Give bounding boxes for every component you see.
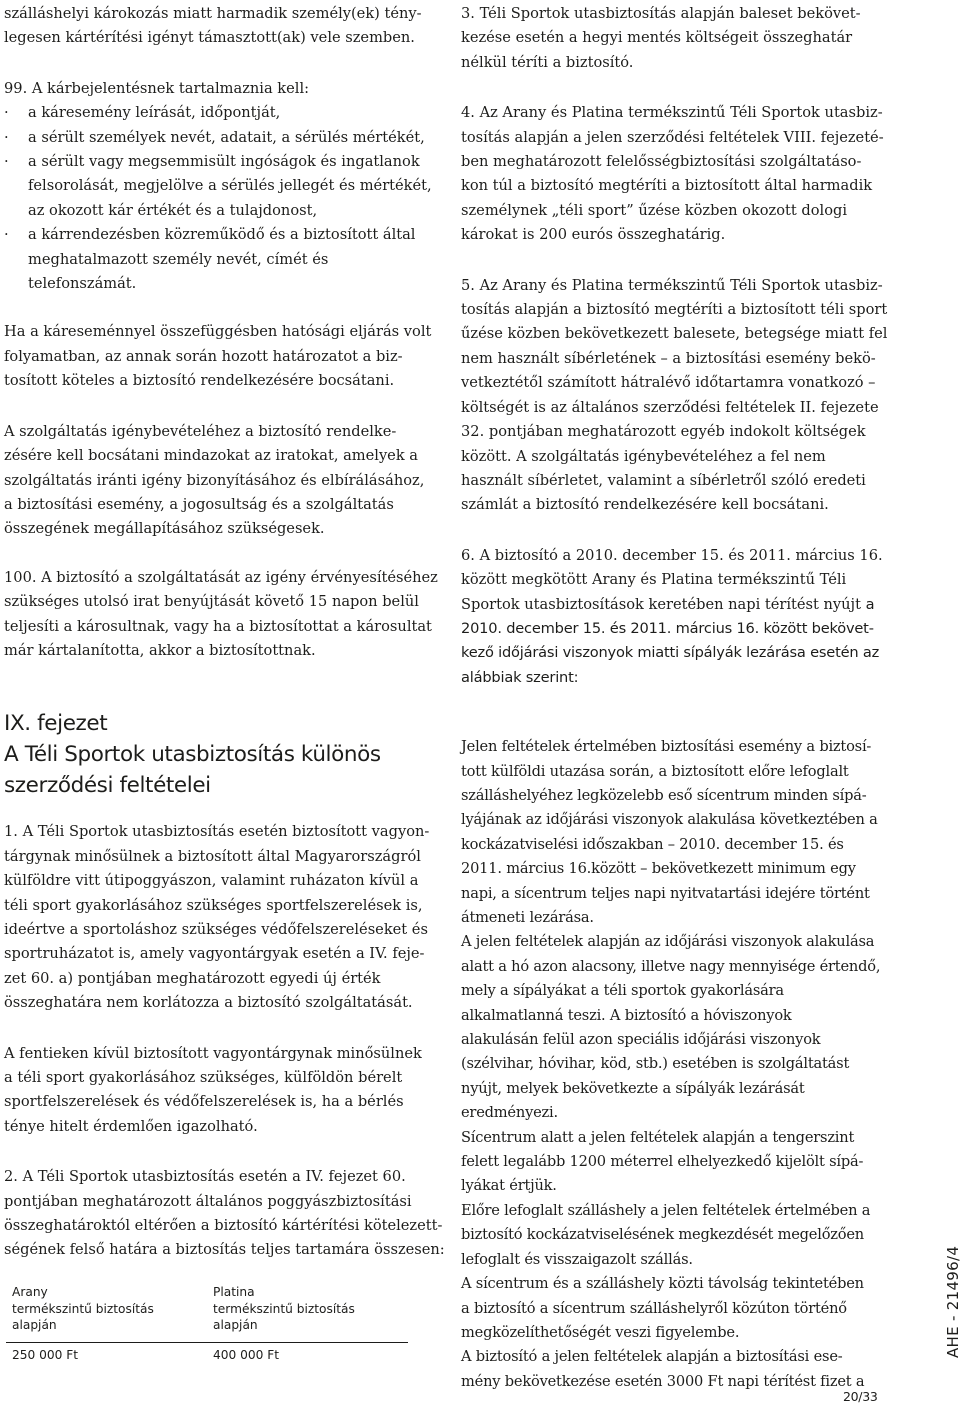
text-line: A Téli Sportok utasbiztosítás különös xyxy=(4,742,381,768)
text-line: összegének megállapításához szükségesek. xyxy=(4,520,325,538)
list-item-text: az okozott kár értékét és a tulajdonost, xyxy=(28,201,318,219)
text-line: személynek „téli sport” űzése közben okozott dologi xyxy=(461,201,847,219)
text-line: mely a sípályákat a téli sportok gyakorlására xyxy=(461,982,784,1000)
text-line: ben meghatározott felelősségbiztosítási szolgáltatáso- xyxy=(461,153,862,171)
text-line: alábbiak szerint: xyxy=(461,668,579,686)
section-4-paragraph xyxy=(461,101,889,247)
text-line: téli sport gyakorlásához szükséges sportfelszerelések is, xyxy=(4,896,423,914)
text-line: Ha a káreseménnyel összefüggésben hatósági eljárás volt xyxy=(4,323,432,341)
text-line: lyákat értjük. xyxy=(461,1177,557,1195)
text-line: sportfelszerelések és védőfelszerelések is, ha a bérlés xyxy=(4,1093,404,1111)
text-line: nyújt, melyek bekövetkezte a sípályák lezárását xyxy=(461,1079,805,1097)
text-line: ségének felső határa a biztosítás teljes tartamára összesen: xyxy=(4,1241,445,1259)
section-2-paragraph xyxy=(4,1165,445,1263)
text-line: Sícentrum alatt a jelen feltételek alapján a tengerszint xyxy=(461,1128,855,1146)
text-line: költségét is az általános szerződési feltételek II. fejezete xyxy=(461,398,879,416)
text-line: már kártalanította, akkor a biztosítottnak. xyxy=(4,641,316,659)
text-line: között megkötött Arany és Platina termékszintű Téli xyxy=(461,571,847,589)
bullet-icon: · xyxy=(4,128,9,146)
text-line: szálláshelyéhez legközelebb eső sícentrum minden sípá- xyxy=(461,786,867,804)
text-line: 3. Téli Sportok utasbiztosítás alapján baleset bekövet- xyxy=(461,5,861,22)
bullet-icon: · xyxy=(4,226,9,244)
text-line: zésére kell bocsátani mindazokat az iratokat, amelyek a xyxy=(4,447,419,465)
limits-table-header-platina: Platina termékszintű biztosítás alapján xyxy=(207,1278,408,1342)
text-line: lyájának az időjárási viszonyok alakulása következtében a xyxy=(461,811,878,829)
paragraph-hatosagi xyxy=(4,320,434,393)
text-line: alkalmatlanná teszi. A biztosító a hóviszonyok xyxy=(461,1006,792,1024)
limits-table-value-platina: 400 000 Ft xyxy=(213,1347,280,1362)
section-99-list xyxy=(4,101,434,296)
list-item xyxy=(4,126,434,150)
text-line: ideértve a sportoláshoz szükséges védőfelszereléseket és xyxy=(4,920,428,938)
text-line: külföldre vitt útipoggyászon, valamint ruházaton kívül a xyxy=(4,872,419,890)
text-line: eredményezi. xyxy=(461,1104,558,1122)
text-line: A jelen feltételek alapján az időjárási viszonyok alakulása xyxy=(461,933,875,951)
right-column xyxy=(461,0,889,1394)
text-line: a biztosítási esemény, a jogosultság és a szolgáltatás xyxy=(4,495,394,513)
text-line: tárgynak minősülnek a biztosított által Magyarországról xyxy=(4,847,421,865)
text-line: A sícentrum és a szálláshely közti távolság tekintetében xyxy=(461,1275,864,1293)
text-line: tosított köteles a biztosító rendelkezésére bocsátani. xyxy=(4,372,395,390)
text-line: 2. A Téli Sportok utasbiztosítás esetén a IV. fejezet 60. xyxy=(4,1168,406,1186)
list-item-text: a sérült személyek nevét, adatait, a sérülés mértékét, xyxy=(28,128,425,146)
document-code: AHE - 21496/4 xyxy=(944,1245,962,1358)
text-line: napi, a sícentrum teljes napi nyitvatartási idejére történt xyxy=(461,884,870,902)
text-line: 32. pontjában meghatározott egyéb indokolt költségek xyxy=(461,423,866,441)
text-line: Előre lefoglalt szálláshely a jelen feltételek értelmében a xyxy=(461,1201,871,1219)
text-line: (szélvihar, hóvihar, köd, stb.) esetében is szolgáltatást xyxy=(461,1055,850,1073)
list-item-text: telefonszámát. xyxy=(28,275,137,293)
text-line: A szolgáltatás igénybevételéhez a biztosító rendelke- xyxy=(4,422,397,440)
limits-table-header-arany: Arany termékszintű biztosítás alapján xyxy=(6,1278,207,1342)
section-100-paragraph xyxy=(4,566,438,664)
text-line: szálláshelyi károkozás miatt harmadik személy(ek) tény- xyxy=(4,5,422,22)
text-line: 2011. március 16.között – bekövetkezett minimum egy xyxy=(461,860,856,878)
text-line: lefoglalt és visszaigazolt szállás. xyxy=(461,1250,693,1268)
text-line: alatt a hó azon alacsony, illetve nagy mennyisége értendő, xyxy=(461,957,881,975)
text-line: tosítás alapján a jelen szerződési feltételek VIII. fejezeté- xyxy=(461,128,884,146)
text-line: megközelíthetőségét veszi figyelembe. xyxy=(461,1323,740,1341)
list-item-text: a sérült vagy megsemmisült ingóságok és ingatlanok xyxy=(28,153,420,171)
text-line: kon túl a biztosító megtéríti a biztosított által harmadik xyxy=(461,177,873,195)
text-line: sportruházatot is, amely vagyontárgyak esetén a IV. feje- xyxy=(4,945,425,963)
text-line: 100. A biztosító a szolgáltatását az igény érvényesítéséhez xyxy=(4,568,438,586)
text-line: kező időjárási viszonyok miatti sípályák lezárása esetén az xyxy=(461,644,880,662)
list-item xyxy=(4,199,434,223)
bullet-icon: · xyxy=(4,153,9,171)
list-item xyxy=(4,223,434,247)
paragraph-szolgaltatas xyxy=(4,420,434,542)
text-line: A biztosító a jelen feltételek alapján a biztosítási ese- xyxy=(461,1348,843,1366)
text-line: 5. Az Arany és Platina termékszintű Téli Sportok utasbiz- xyxy=(461,276,883,294)
section-5-paragraph xyxy=(461,274,889,518)
list-item-text: a káresemény leírását, időpontját, xyxy=(28,104,281,122)
page-number: 20/33 xyxy=(843,1389,878,1404)
text-line: a téli sport gyakorlásához szükséges, külföldön bérelt xyxy=(4,1069,403,1086)
list-item xyxy=(4,248,434,272)
section-3-paragraph xyxy=(461,2,889,75)
paragraph-fentieken xyxy=(4,1042,434,1140)
text-line: IX. fejezet xyxy=(4,711,108,737)
text-line: teljesíti a károsultnak, vagy ha a biztosítottat a károsultat xyxy=(4,617,432,635)
text-line: felett legalább 1200 méterrel elhelyezkedő kijelölt sípá- xyxy=(461,1153,864,1171)
text-line: szolgáltatás iránti igény bizonyításához és elbírálásához, xyxy=(4,471,425,489)
chapter-heading xyxy=(4,708,434,801)
text-line: alakulásán felül azon speciális időjárási viszonyok xyxy=(461,1031,821,1049)
text-line: tosítás alapján a biztosító megtéríti a biztosított téli sport xyxy=(461,301,888,319)
limits-table-value-row xyxy=(6,1342,408,1369)
list-item xyxy=(4,174,434,198)
section-1-paragraph xyxy=(4,820,434,1015)
text-line: 4. Az Arany és Platina termékszintű Téli Sportok utasbiz- xyxy=(461,104,883,122)
text-line: tott külföldi utazása során, a biztosított előre lefoglalt xyxy=(461,762,849,780)
text-line: A fentieken kívül biztosított vagyontárgynak minősülnek xyxy=(4,1044,422,1062)
text-line: kockázatviselési időszakban – 2010. december 15. és xyxy=(461,835,844,853)
text-line: között. A szolgáltatás igénybevételéhez a fel nem xyxy=(461,447,826,465)
list-item-text: a kárrendezésben közreműködő és a biztosított által xyxy=(28,226,416,244)
section-99-title: 99. A kárbejelentésnek tartalmaznia kell: xyxy=(4,79,310,97)
text-line: biztosító kockázatviselésének megkezdését megelőzően xyxy=(461,1226,864,1244)
text-line: számlát a biztosító rendelkezésére kell bocsátani. xyxy=(461,496,829,514)
text-line: a biztosító a sícentrum szálláshelyről közúton történő xyxy=(461,1299,847,1317)
text-line: összeghatára nem korlátozza a biztosító szolgáltatását. xyxy=(4,994,413,1012)
limits-table-value-arany: 250 000 Ft xyxy=(12,1347,79,1362)
paragraph-jelen-feltetelek xyxy=(461,735,889,1394)
text-line: mény bekövetkezése esetén 3000 Ft napi térítést fizet a xyxy=(461,1372,865,1390)
list-item-text: meghatalmazott személy nevét, címét és xyxy=(28,250,329,268)
text-line: nem használt síbérletének – a biztosítási esemény bekö- xyxy=(461,349,876,367)
text-line: összeghatároktól eltérően a biztosító kártérítési kötelezett- xyxy=(4,1217,443,1235)
text-line: használt síbérletet, valamint a síbérletről szóló eredeti xyxy=(461,471,866,489)
text-line: szükséges utolsó irat benyújtását követő 15 napon belül xyxy=(4,593,419,611)
limits-table xyxy=(6,1278,408,1369)
text-line: ténye hitelt érdemlően igazolható. xyxy=(4,1117,258,1135)
list-item xyxy=(4,272,434,296)
text-line: Jelen feltételek értelmében biztosítási esemény a biztosí- xyxy=(461,738,872,756)
limits-table-header-row xyxy=(6,1278,408,1342)
text-line: nélkül téríti a biztosító. xyxy=(461,53,634,71)
list-item xyxy=(4,150,434,174)
text-line: pontjában meghatározott általános poggyászbiztosítási xyxy=(4,1192,412,1210)
list-item xyxy=(4,101,434,125)
text-line: szerződési feltételei xyxy=(4,773,211,799)
intro-paragraph xyxy=(4,2,434,51)
text-line: 6. A biztosító a 2010. december 15. és 2011. március 16. xyxy=(461,546,883,564)
list-item-text: felsorolását, megjelölve a sérülés jellegét és mértékét, xyxy=(28,177,432,195)
text-line: átmeneti lezárása. xyxy=(461,909,594,926)
text-line: zet 60. a) pontjában meghatározott egyedi új érték xyxy=(4,969,381,987)
text-line: károkat is 200 eurós összeghatárig. xyxy=(461,226,726,244)
text-line: folyamatban, az annak során hozott határozatot a biz- xyxy=(4,347,403,365)
left-column xyxy=(4,0,445,1263)
text-line: vetkeztétől számított hátralévő időtartamra vonatkozó – xyxy=(461,374,876,392)
text-line: legesen kártérítési igényt támasztott(ak) vele szemben. xyxy=(4,29,415,47)
section-6-paragraph: 6. A biztosító a 2010. december 15. és 2011. március 16. között megkötött Arany és Platina termékszintű Téli Sportok utasbiztosítások keretében napi térítést nyújt a 2010. december 15. és 2011. március 16. között bekövet- kező időjárási viszonyok miatti sípályák lezárása esetén az alábbiak szerint: xyxy=(461,544,889,690)
text-line: űzése közben bekövetkezett balesete, betegsége miatt fel xyxy=(461,325,888,343)
text-line: kezése esetén a hegyi mentés költségeit összeghatár xyxy=(461,29,853,47)
text-line: 1. A Téli Sportok utasbiztosítás esetén biztosított vagyon- xyxy=(4,823,430,841)
bullet-icon: · xyxy=(4,104,9,122)
